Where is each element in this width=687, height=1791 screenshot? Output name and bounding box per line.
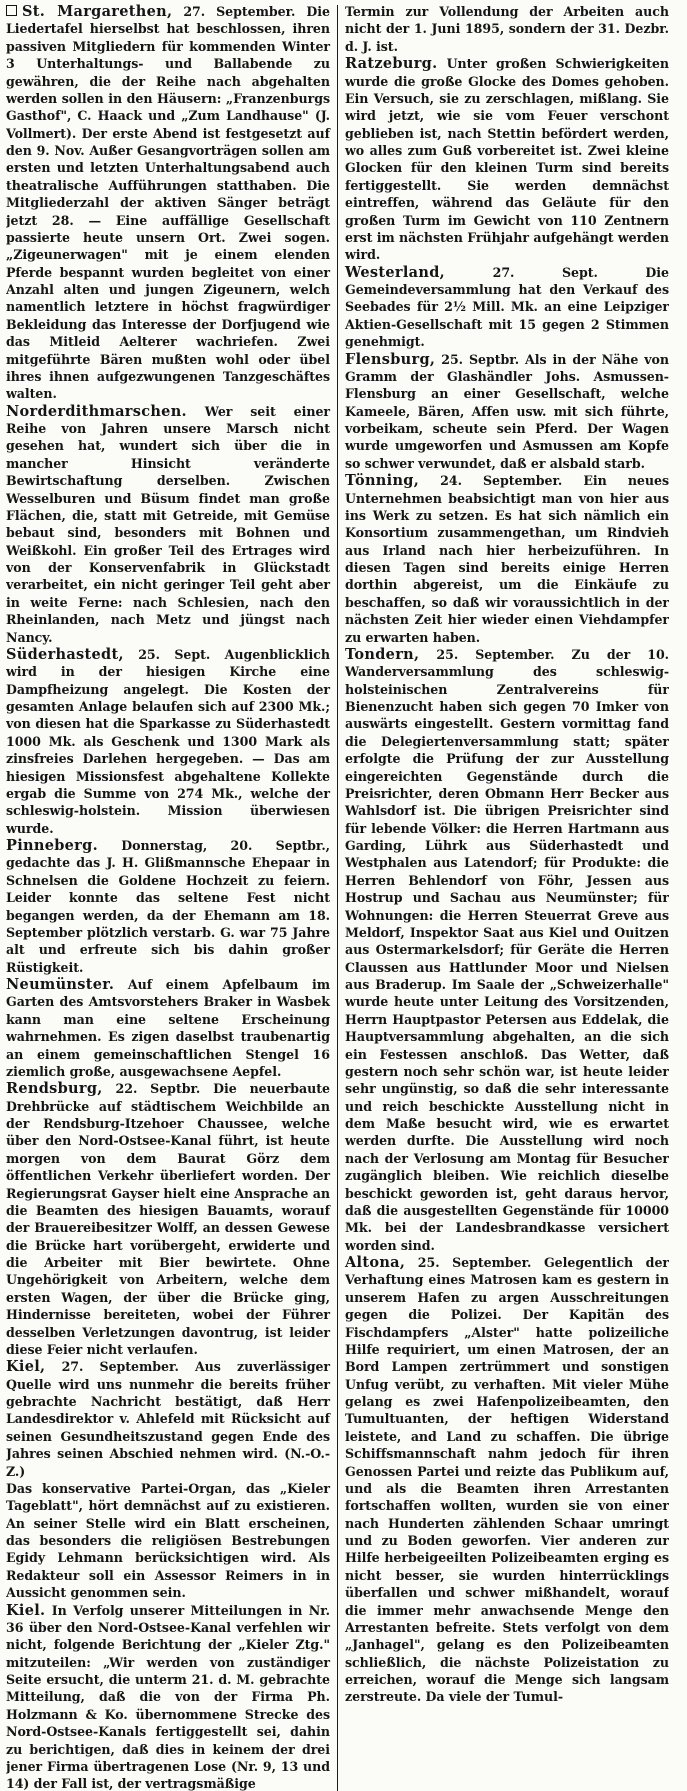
article-text: 27. September. Die Liedertafel hierselbst hat beschlossen, ihren passiven Mitgliedern für kommenden Winter 3 Unterhaltungs- und Ballabende zu gewähren, die der Reihe nach abgehalten werden sollen in den Häusern: „Franzenburgs Gasthof", C. Haack und „Zum Landhause" (J. Vollmert). Der erste Abend ist festgesetzt auf den 9. Nov. Außer Gesangvorträgen sollen am ersten und letzten Unterhaltungsabend auch theatralische Aufführungen statthaben. Die Mitgliederzahl der aktiven Sänger beträgt jetzt 28. — Eine auffällige Gesellschaft passierte heute unsern Ort. Zwei sogen. „Zigeunerwagen" mit je einem elenden Pferde bespannt wurden begleitet von einer Anzahl alten und jungen Zigeunern, welch namentlich letztere in höchst fragwürdiger Bekleidung das Interesse der Dorfjugend wie das Mitleid Aelterer wachriefen. Zwei mitgeführte Bären mußten wohl oder übel ihres ihnen aufgezwungenen Tanzgeschäftes walten. [6,4,330,402]
article-text: 22. Septbr. Die neuerbaute Drehbrücke auf städtischem Weichbilde an der Rendsburg-Itzehoer Chaussee, welche über den Nord-Ostsee-Kanal führt, ist heute morgen von dem Baurat Görz dem öffentlichen Verkehr überliefert worden. Der Regierungsrat Gayser hielt eine Ansprache an die Beamten des hiesigen Bauamts, worauf der Brauereibesitzer Wolff, an dessen Gewese die Brücke hart vorübergeht, erwiderte und die Arbeiter mit Bier bewirtete. Ohne Ungehörigkeit von Arbeitern, welche dem ersten Wagen, der über die Brücke ging, Hindernisse bereiteten, wobei der Führer desselben Verletzungen davontrug, ist leider diese Feier nicht verlaufen. [6,1081,330,1357]
article-text: Donnerstag, 20. Septbr., gedachte das J. H. Glißmannsche Ehepaar in Schnelsen die Goldene Hochzeit zu feiern. Leider konnte das seltene Fest nicht begangen werden, da der Ehemann am 18. September plötzlich verstarb. G. war 75 Jahre alt und erfreute sich bis dahin großer Rüstigkeit. [6,838,330,975]
article-altona [345,1254,669,1706]
article-text: In Verfolg unserer Mitteilungen in Nr. 36 über den Nord-Ostsee-Kanal verfehlen wir nicht, folgende Berichtung der „Kieler Ztg." mitzuteilen: „Wir werden von zuständiger Seite ersucht, die unterm 21. d. M. gebrachte Mitteilung, daß die von der Firma Ph. Holzmann & Ko. übernommene Strecke des Nord-Ostsee-Kanals fertiggestellt sei, dahin zu berichtigen, daß dies in keinem der drei jener Firma übertragenen Lose (Nr. 9, 13 und 14) der Fall ist, der vertragsmäßige [6,1602,330,1791]
article-place: Kiel, [6,1358,46,1376]
article-place: Westerland, [345,263,445,281]
article-text: Termin zur Vollendung der Arbeiten auch nicht der 1. Juni 1895, sondern der 31. Dezbr. d. J. ist. [345,4,669,54]
right-column [338,3,669,1791]
article-place: Rendsburg, [6,1080,103,1098]
article-place: Süderhastedt, [6,645,124,663]
article-kiel-continued [345,3,669,55]
article-kiel-tageblatt [6,1480,330,1602]
article-place: Pinneberg. [6,837,98,854]
article-text: 25. September. Zu der 10. Wanderversammlung des schleswig-holsteinischen Zentralvereins für Bienenzucht haben sich gegen 70 Imker von auswärts eingestellt. Gestern vormittag fand die Delegiertenversammlung statt; später erfolgte die Prüfung der zur Ausstellung eingereichten Gegenstände durch die Preisrichter, deren Obmann Herr Becker aus Wahlsdorf ist. Die übrigen Preisrichter sind für lebende Völker: die Herren Hartmann aus Garding, Lührk aus Süderhastedt und Westphalen aus Latendorf; für Produkte: die Herren Behlendorf von Föhr, Jessen aus Hostrup und Sachau aus Neumünster; für Wohnungen: die Herren Steuerrat Greve aus Meldorf, Inspektor Saat aus Kiel und Ouitzen aus Ostermarkelsdorf; für Geräte die Herren Claussen aus Hattlunder Moor und Nielsen aus Braderup. Im Saale der „Schweizerhalle" wurde heute unter Leitung des Vorsitzenden, Herrn Hauptpastor Petersen aus Eddelak, die Hauptversammlung abgehalten, an die sich ein Festessen anschloß. Das Wetter, daß gestern noch sehr schön war, ist heute leider sehr ungünstig, so daß die sehr interessante und reich beschickte Ausstellung nicht in dem Maße besucht wird, wie es erwartet werden durfte. Die Ausstellung wird noch nach der Verlosung am Montag für Besucher zugänglich bleiben. Wie reichlich dieselbe beschickt geworden ist, geht daraus hervor, daß die ausgestellten Gegenstände für 10000 Mk. bei der Landesbrandkasse versichert worden sind. [345,646,669,1253]
article-norderdithmarschen [6,403,330,646]
article-kiel-landesdirektor [6,1358,330,1480]
article-text: Auf einem Apfelbaum im Garten des Amtsvorstehers Braker in Wasbek kann man eine seltene Erscheinung wahrnehmen. Es zigen daselbst traubenartig an einem gemeinschaftlichen Stengel 16 ziemlich große, ausgewachsene Aepfel. [6,977,330,1079]
article-place: Tondern, [345,645,420,663]
article-text: 27. September. Aus zuverlässiger Quelle wird uns nunmehr die bereits früher gebrachte Nachricht bestätigt, daß Herr Landesdirektor v. Ahlefeld mit Rücksicht auf seinen Gesundheitszustand gegen Ende des Jahres seinen Abschied nehmen wird. (N.-O.-Z.) [6,1359,330,1479]
article-text: 24. September. Ein neues Unternehmen beabsichtigt man von hier aus ins Werk zu setzen. Es hat sich nämlich ein Konsortium zusammengethan, um Rindvieh aus Irland nach hier herbeizuführen. In diesen Tagen sind bereits einige Herren dorthin abgereist, um die Einkäufe zu beschaffen, so daß wir voraussichtlich in der nächsten Zeit hier wieder einen Viehdampfer zu erwarten haben. [345,473,669,645]
article-westerland [345,264,669,351]
article-place: St. Margarethen, [22,3,173,20]
article-place: Neumünster. [6,976,115,993]
article-place: Kiel. [6,1601,46,1619]
article-place: Tönning, [345,472,420,490]
columns [6,3,682,1791]
article-place: Norderdithmarschen. [6,402,187,420]
article-text: 25. Septbr. Als in der Nähe von Gramm der Glashändler Johs. Asmussen-Flensburg an einer Gesellschaft, welche Kameele, Bären, Affen usw. mit sich führte, vorbeikam, scheute sein Pferd. Der Wagen wurde umgeworfen und Asmussen am Kopfe so schwer verwundet, daß er alsbald starb. [345,351,669,471]
article-suederhastedt [6,646,330,837]
article-place: Ratzeburg. [345,55,438,73]
article-kiel-kanal [6,1602,330,1791]
article-pinneberg [6,837,330,976]
checkbox-marker-icon [6,5,17,16]
article-text: 25. Sept. Augenblicklich wird in der hiesigen Kirche eine Dampfheizung angelegt. Die Kosten der gesamten Anlage belaufen sich auf 2300 Mk.; von diesen hat die Sparkasse zu Süderhastedt 1000 Mk. als Geschenk und 1300 Mark als zinsfreies Darlehen hergegeben. — Das am hiesigen Missionsfest abgehaltene Kollekte ergab die Summe von 274 Mk., welche der schleswig-holstein. Mission überwiesen wurde. [6,646,330,836]
article-flensburg [345,351,669,473]
article-ratzeburg [345,55,669,264]
article-neumuenster [6,976,330,1080]
article-text: Das konservative Partei-Organ, das „Kieler Tageblatt", hört demnächst auf zu existieren. An seiner Stelle wird ein Blatt erscheinen, das besonders die religiösen Bestrebungen Egidy Lehmann berücksichtigen wird. Als Redakteur soll ein Assessor Reimers in in Aussicht genommen sein. [6,1480,330,1601]
article-text: Wer seit einer Reihe von Jahren unsere Marsch nicht gesehen hat, wundert sich über die in mancher Hinsicht veränderte Bewirtschaftung derselben. Zwischen Wesselburen und Büsum findet man große Flächen, die, statt mit Getreide, mit Gemüse bebaut sind, besonders mit Bohnen und Weißkohl. Ein großer Teil des Ertrages wird von der Konservenfabrik in Glückstadt verarbeitet, ein nicht geringer Teil geht aber in weite Ferne: nach Schlesien, nach den Rheinlanden, nach Metz und jüngst nach Nancy. [6,403,330,645]
article-text: 25. September. Gelegentlich der Verhaftung eines Matrosen kam es gestern in unserem Hafen zu argen Ausschreitungen gegen die Polizei. Der Kapitän des Fischdampfers „Alster" hatte polizeiliche Hilfe requiriert, um einen Matrosen, der an Bord Lampen zertrümmert und sonstigen Unfug verübt, zu verhaften. Mit vieler Mühe gelang es zwei Hafenpolizeibeamten, den Tumultuanten, der heftigen Widerstand leistete, and Land zu schaffen. Die übrige Schiffsmannschaft nahm jedoch für ihren Genossen Partei und reizte das Publikum auf, und als die Beamten ihren Arrestanten fortschaffen wollten, wurden sie von einer nach Hunderten zählenden Schaar umringt und zu Boden geworfen. Vier anderen zur Hilfe herbeigeeilten Polizeibeamten erging es nicht besser, sie wurden hinterrücklings überfallen und schwer mißhandelt, worauf die immer mehr anwachsende Menge den Arrestanten befreite. Stets verfolgt von dem „Janhagel", gelang es den Polizeibeamten schließlich, die nächste Polizeistation zu erreichen, worauf die Menge sich langsam zerstreute. Da viele der Tumul- [345,1255,669,1705]
article-text: 27. Sept. Die Gemeindeversammlung hat den Verkauf des Seebades für 2½ Mill. Mk. an eine Leipziger Aktien-Gesellschaft mit 15 gegen 2 Stimmen genehmigt. [345,264,669,350]
article-toenning [345,472,669,646]
article-rendsburg [6,1080,330,1358]
left-column [6,3,337,1791]
article-text: Unter großen Schwierigkeiten wurde die große Glocke des Domes gehoben. Ein Versuch, sie zu zerschlagen, mißlang. Sie wird jetzt, wie sie vom Feuer verschont geblieben ist, nach Stettin befördert werden, wo alles zum Guß vorbereitet ist. Zwei kleine Glocken für den kleinen Turm sind bereits fertiggestellt. Sie werden demnächst eintreffen, während das Geläute für den großen Turm im Gewicht von 110 Zentnern erst im nächsten Frühjahr aufgehängt werden wird. [345,56,669,263]
article-place: Altona, [345,1254,406,1271]
article-place: Flensburg, [345,350,436,368]
article-tondern [345,646,669,1254]
article-st-margarethen [6,3,330,403]
